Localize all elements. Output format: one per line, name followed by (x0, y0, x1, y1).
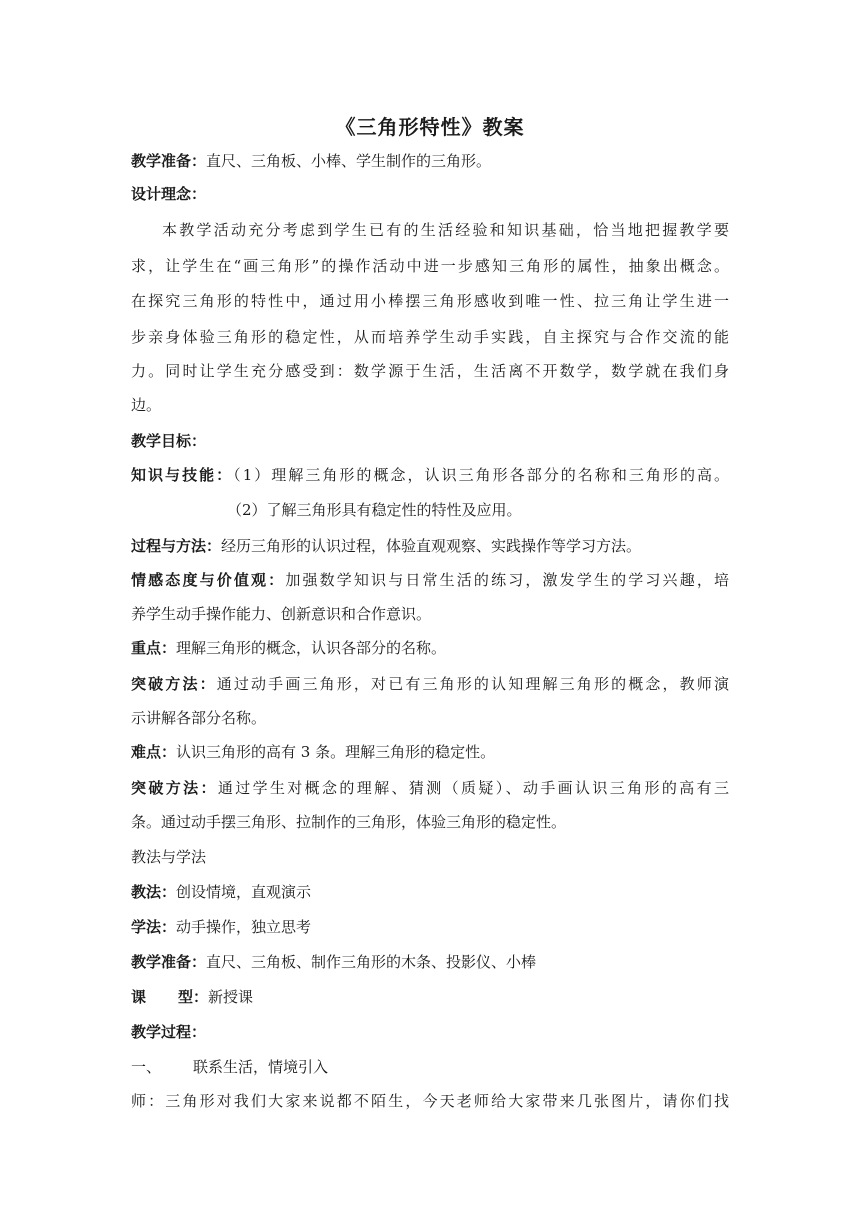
emotion-line-2: 养学生动手操作能力、创新意识和合作意识。 (131, 605, 432, 623)
skill-text-1: （1）理解三角形的概念，认识三角形各部分的名称和三角形的高。 (233, 466, 729, 484)
break1-text-1: 通过动手画三角形，对已有三角形的认知理解三角形的概念，教师演 (216, 675, 729, 693)
skill-label: 知识与技能： (131, 466, 234, 484)
process-label: 过程与方法： (131, 537, 222, 555)
section-1-heading (131, 1056, 328, 1078)
teach-label: 教法： (131, 883, 177, 901)
prep-line-1 (131, 150, 491, 172)
design-para-line-6: 边。 (131, 396, 162, 414)
learn-label: 学法： (131, 918, 177, 936)
prep-line-2 (131, 951, 536, 973)
skill-line-1 (131, 464, 729, 486)
process-line (131, 535, 641, 557)
learn-text: 动手操作，独立思考 (176, 918, 312, 936)
design-para-line-2: 求，让学生在“画三角形”的操作活动中进一步感知三角形的属性，抽象出概念。 (131, 257, 729, 275)
difficult-text: 认识三角形的高有 3 条。理解三角形的稳定性。 (176, 743, 496, 761)
difficult-label: 难点： (131, 743, 177, 761)
section-1-number: 一、 (131, 1058, 162, 1076)
methods-heading: 教法与学法 (131, 848, 207, 866)
skill-line-2: （2）了解三角形具有稳定性的特性及应用。 (227, 501, 522, 519)
prep2-label: 教学准备： (131, 953, 207, 971)
teach-line (131, 881, 311, 903)
prep-label: 教学准备： (131, 152, 207, 170)
process-text: 经历三角形的认识过程，体验直观观察、实践操作等学习方法。 (221, 537, 642, 555)
key-label: 重点： (131, 639, 177, 657)
key-line (131, 637, 446, 659)
emotion-label: 情感态度与价值观： (131, 571, 286, 589)
lesson-type-line (131, 986, 253, 1008)
design-para-line-1: 本教学活动充分考虑到学生已有的生活经验和知识基础，恰当地把握教学要 (162, 221, 729, 239)
design-heading: 设计理念： (131, 185, 207, 203)
teach-text: 创设情境，直观演示 (176, 883, 312, 901)
difficult-line (131, 741, 495, 763)
break1-label: 突破方法： (131, 675, 217, 693)
emotion-text-1: 加强数学知识与日常生活的练习，激发学生的学习兴趣，培 (285, 571, 729, 589)
lesson-type-text: 新授课 (208, 988, 254, 1006)
goals-heading: 教学目标： (131, 432, 207, 450)
break2-label: 突破方法： (131, 779, 218, 797)
prep-text: 直尺、三角板、小棒、学生制作的三角形。 (206, 152, 492, 170)
break2-line-1 (131, 777, 729, 799)
break1-line-1 (131, 673, 729, 695)
break2-line-2: 条。通过动手摆三角形、拉制作的三角形，体验三角形的稳定性。 (131, 813, 567, 831)
design-para-line-4: 步亲身体验三角形的稳定性，从而培养学生动手实践，自主探究与合作交流的能 (131, 328, 729, 346)
break1-line-2: 示讲解各部分名称。 (131, 709, 267, 727)
emotion-line-1 (131, 569, 729, 591)
section-1-text: 联系生活，情境引入 (193, 1058, 329, 1076)
design-para-line-3: 在探究三角形的特性中，通过用小棒摆三角形感收到唯一性、拉三角让学生进一 (131, 292, 729, 310)
design-para-line-5: 力。同时让学生充分感受到：数学源于生活，生活离不开数学，数学就在我们身 (131, 362, 729, 380)
break2-text-1: 通过学生对概念的理解、猜测（质疑）、动手画认识三角形的高有三 (217, 779, 729, 797)
prep2-text: 直尺、三角板、制作三角形的木条、投影仪、小棒 (206, 953, 537, 971)
lesson-type-label-2: 型： (178, 988, 209, 1006)
lesson-type-label-1: 课 (131, 988, 147, 1006)
document-title: 《三角形特性》教案 (335, 115, 525, 139)
key-text: 理解三角形的概念，认识各部分的名称。 (176, 639, 447, 657)
teacher-line: 师：三角形对我们大家来说都不陌生，今天老师给大家带来几张图片，请你们找 (131, 1092, 729, 1110)
learn-line (131, 916, 311, 938)
process-heading: 教学过程： (131, 1023, 207, 1041)
